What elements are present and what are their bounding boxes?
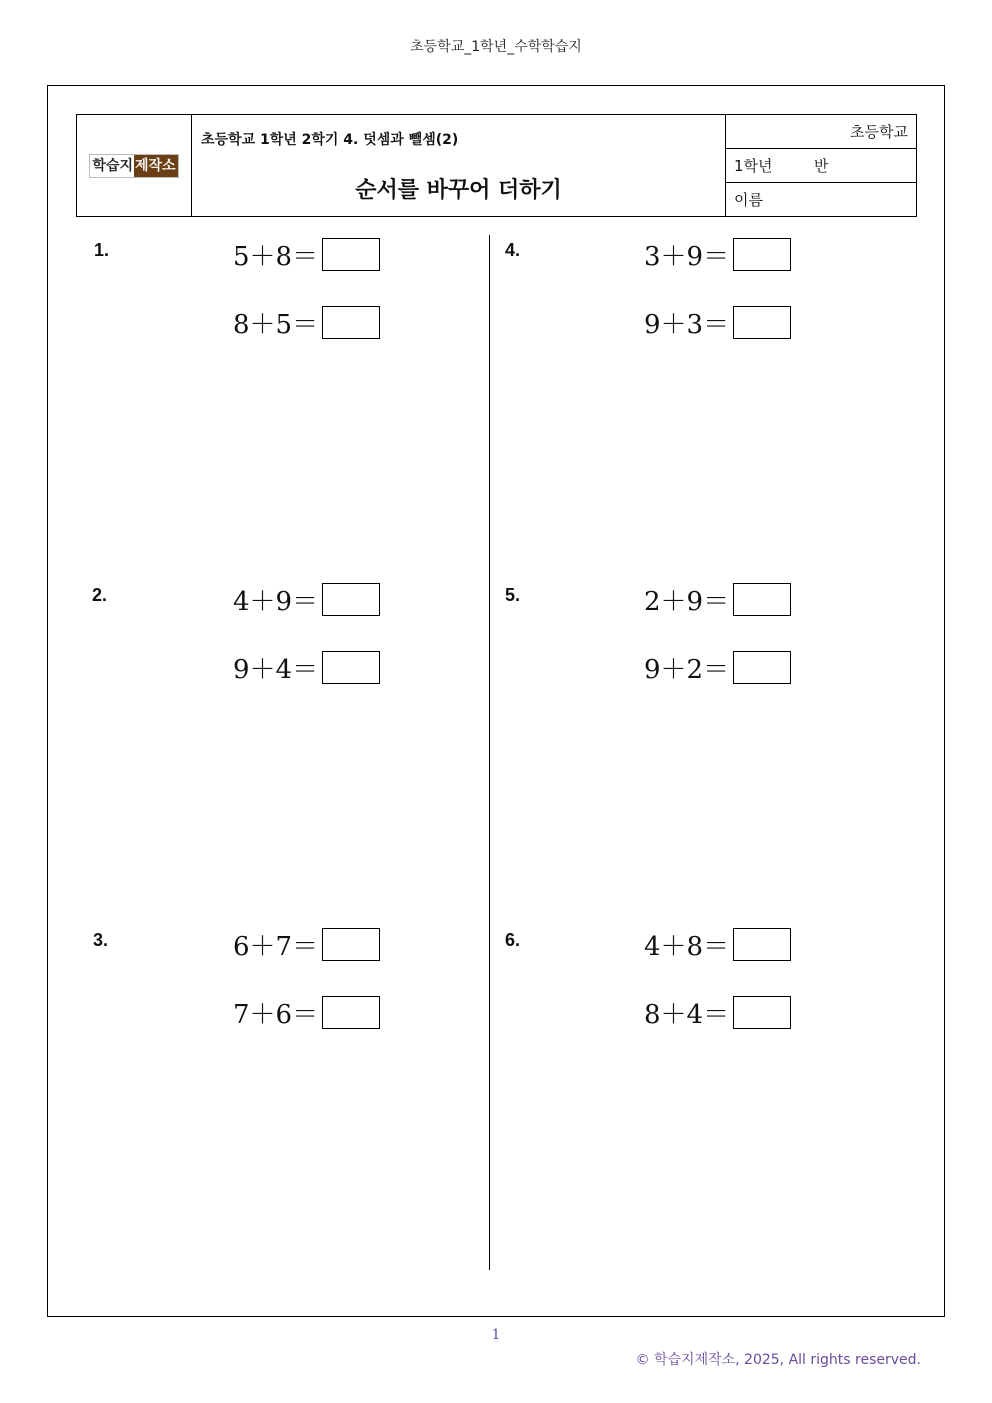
equation-expression: 9＋4＝	[233, 655, 319, 685]
equation-expression: 4＋8＝	[644, 932, 730, 962]
answer-box[interactable]	[733, 238, 791, 271]
problem-number: 5.	[505, 585, 521, 605]
logo	[89, 154, 178, 178]
answer-box[interactable]	[733, 651, 791, 684]
answer-box[interactable]	[733, 996, 791, 1029]
equation-expression: 6＋7＝	[233, 932, 319, 962]
page-frame	[47, 85, 945, 1317]
equation-expression: 9＋3＝	[644, 310, 730, 340]
equation-expression: 5＋8＝	[233, 242, 319, 272]
page-number: 1	[491, 1327, 501, 1343]
equation	[233, 995, 380, 1030]
equation	[233, 582, 380, 617]
column-divider	[489, 235, 490, 1270]
name-field[interactable]	[726, 183, 916, 216]
logo-text-part1: 학습지	[90, 155, 134, 177]
equation	[644, 582, 791, 617]
answer-box[interactable]	[322, 996, 380, 1029]
equation-expression: 8＋5＝	[233, 310, 319, 340]
copyright-notice: © 학습지제작소, 2025, All rights reserved.	[635, 1352, 921, 1368]
answer-box[interactable]	[322, 238, 380, 271]
name-label: 이름	[734, 191, 763, 209]
answer-box[interactable]	[733, 306, 791, 339]
student-info	[726, 115, 916, 216]
title-block	[76, 114, 917, 217]
equation-expression: 8＋4＝	[644, 1000, 730, 1030]
equation	[233, 927, 380, 962]
answer-box[interactable]	[733, 928, 791, 961]
logo-text-part2: 제작소	[134, 155, 178, 177]
equation	[233, 237, 380, 272]
school-label: 초등학교	[850, 123, 908, 141]
answer-box[interactable]	[322, 583, 380, 616]
equation	[233, 305, 380, 340]
title-cell	[192, 115, 726, 216]
class-label: 반	[814, 157, 829, 175]
grade-class-field[interactable]	[726, 149, 916, 183]
equation-expression: 2＋9＝	[644, 587, 730, 617]
equation	[644, 305, 791, 340]
equation-expression: 4＋9＝	[233, 587, 319, 617]
running-header: 초등학교_1학년_수학학습지	[410, 39, 582, 55]
worksheet-title: 순서를 바꾸어 더하기	[355, 178, 562, 203]
unit-title: 초등학교 1학년 2학기 4. 덧셈과 뺄셈(2)	[201, 132, 459, 148]
answer-box[interactable]	[322, 651, 380, 684]
problem-number: 3.	[93, 930, 109, 950]
equation	[644, 237, 791, 272]
equation	[233, 650, 380, 685]
equation-expression: 7＋6＝	[233, 1000, 319, 1030]
problem-number: 2.	[92, 585, 108, 605]
problem-number: 4.	[505, 240, 521, 260]
logo-cell	[77, 115, 192, 216]
school-field[interactable]	[726, 115, 916, 149]
equation	[644, 650, 791, 685]
equation	[644, 927, 791, 962]
answer-box[interactable]	[733, 583, 791, 616]
answer-box[interactable]	[322, 928, 380, 961]
equation	[644, 995, 791, 1030]
grade-label: 1학년	[734, 157, 773, 175]
answer-box[interactable]	[322, 306, 380, 339]
equation-expression: 9＋2＝	[644, 655, 730, 685]
equation-expression: 3＋9＝	[644, 242, 730, 272]
problem-number: 6.	[505, 930, 521, 950]
problem-number: 1.	[94, 240, 110, 260]
